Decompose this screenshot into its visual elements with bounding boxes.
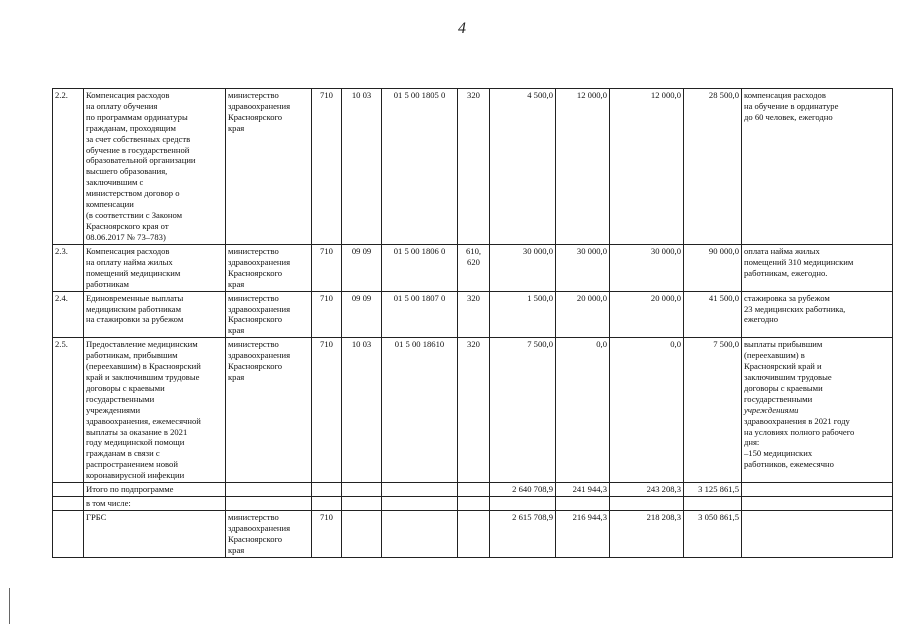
target-article-code: 01 5 00 1805 0 — [382, 89, 458, 245]
total-sum: 3 125 861,5 — [684, 483, 742, 497]
total-2023: 243 208,3 — [610, 483, 684, 497]
amount-total: 41 500,0 — [684, 291, 742, 338]
expected-result-text: выплаты прибывшим (переехавшим) в Красноярский край и заключившим трудовые договоры с краевыми государственными — [744, 339, 832, 404]
amount-2021: 7 500,0 — [490, 338, 556, 483]
grbs-name: министерство здравоохранения Красноярского края — [226, 245, 312, 292]
amount-2022: 0,0 — [556, 338, 610, 483]
amount-2023: 0,0 — [610, 338, 684, 483]
amount-2022: 30 000,0 — [556, 245, 610, 292]
grbs-name: министерство здравоохранения Красноярского края — [226, 291, 312, 338]
section-code: 09 09 — [342, 291, 382, 338]
measure-name: Предоставление медицинским работникам, прибывшим (переехавшим) в Красноярский край и заключившим трудовые договоры с краевыми государственными учреждениями здравоохранения, ежемесячной выплаты за оказание в 2021 году медицинской помощи гражданам в связи с распространением новой коронавирусной инфекции — [84, 338, 226, 483]
total-2021: 2 640 708,9 — [490, 483, 556, 497]
including-row — [53, 497, 893, 511]
amount-2022: 20 000,0 — [556, 291, 610, 338]
budget-table — [52, 88, 893, 558]
section-code: 10 03 — [342, 338, 382, 483]
expense-type-code: 610, 620 — [458, 245, 490, 292]
amount-total: 7 500,0 — [684, 338, 742, 483]
including-label: в том числе: — [84, 497, 226, 511]
grbs-code: 710 — [312, 291, 342, 338]
total-2022: 241 944,3 — [556, 483, 610, 497]
expense-type-code: 320 — [458, 291, 490, 338]
amount-total: 28 500,0 — [684, 89, 742, 245]
total-label: Итого по подпрограмме — [84, 483, 226, 497]
measure-name: Компенсация расходов на оплату найма жилых помещений медицинским работникам — [84, 245, 226, 292]
grbs-total: 3 050 861,5 — [684, 511, 742, 558]
amount-2021: 1 500,0 — [490, 291, 556, 338]
section-code: 10 03 — [342, 89, 382, 245]
amount-2023: 12 000,0 — [610, 89, 684, 245]
target-article-code: 01 5 00 18610 — [382, 338, 458, 483]
total-row — [53, 483, 893, 497]
grbs-code: 710 — [312, 89, 342, 245]
expected-result: оплата найма жилых помещений 310 медицинским работникам, ежегодно. — [742, 245, 893, 292]
grbs-code: 710 — [312, 511, 342, 558]
amount-2023: 20 000,0 — [610, 291, 684, 338]
expected-result-italic: учреждениями — [744, 404, 799, 415]
page-number: 4 — [458, 20, 466, 37]
row-number: 2.5. — [53, 338, 84, 483]
target-article-code: 01 5 00 1806 0 — [382, 245, 458, 292]
amount-2023: 30 000,0 — [610, 245, 684, 292]
amount-total: 90 000,0 — [684, 245, 742, 292]
table-row — [53, 291, 893, 338]
grbs-row — [53, 511, 893, 558]
grbs-2021: 2 615 708,9 — [490, 511, 556, 558]
row-number: 2.4. — [53, 291, 84, 338]
expected-result — [742, 338, 893, 483]
expense-type-code: 320 — [458, 89, 490, 245]
grbs-2023: 218 208,3 — [610, 511, 684, 558]
row-number: 2.2. — [53, 89, 84, 245]
target-article-code: 01 5 00 1807 0 — [382, 291, 458, 338]
scan-margin-line — [9, 588, 10, 624]
section-code: 09 09 — [342, 245, 382, 292]
grbs-code: 710 — [312, 245, 342, 292]
expected-result-text-cont: здравоохранения в 2021 году на условиях полного рабочего дня: –150 медицинских работников, ежемесячно — [744, 415, 855, 470]
grbs-2022: 216 944,3 — [556, 511, 610, 558]
grbs-label: ГРБС — [84, 511, 226, 558]
table-row — [53, 245, 893, 292]
expected-result: компенсация расходов на обучение в ординатуре до 60 человек, ежегодно — [742, 89, 893, 245]
table-row — [53, 89, 893, 245]
grbs-code: 710 — [312, 338, 342, 483]
row-number: 2.3. — [53, 245, 84, 292]
grbs-name: министерство здравоохранения Красноярского края — [226, 89, 312, 245]
measure-name: Компенсация расходов на оплату обучения по программам ординатуры гражданам, проходящим за счет собственных средств обучение в государственной образовательной организации высшего образования, заключившим с министерством договор о компенсации (в соответствии с Законом Красноярского края от 08.06.2017 № 73–783) — [84, 89, 226, 245]
grbs-name: министерство здравоохранения Красноярского края — [226, 511, 312, 558]
expected-result: стажировка за рубежом 23 медицинских работника, ежегодно — [742, 291, 893, 338]
amount-2021: 30 000,0 — [490, 245, 556, 292]
amount-2022: 12 000,0 — [556, 89, 610, 245]
expense-type-code: 320 — [458, 338, 490, 483]
measure-name: Единовременные выплаты медицинским работникам на стажировки за рубежом — [84, 291, 226, 338]
table-row — [53, 338, 893, 483]
grbs-name: министерство здравоохранения Красноярского края — [226, 338, 312, 483]
amount-2021: 4 500,0 — [490, 89, 556, 245]
